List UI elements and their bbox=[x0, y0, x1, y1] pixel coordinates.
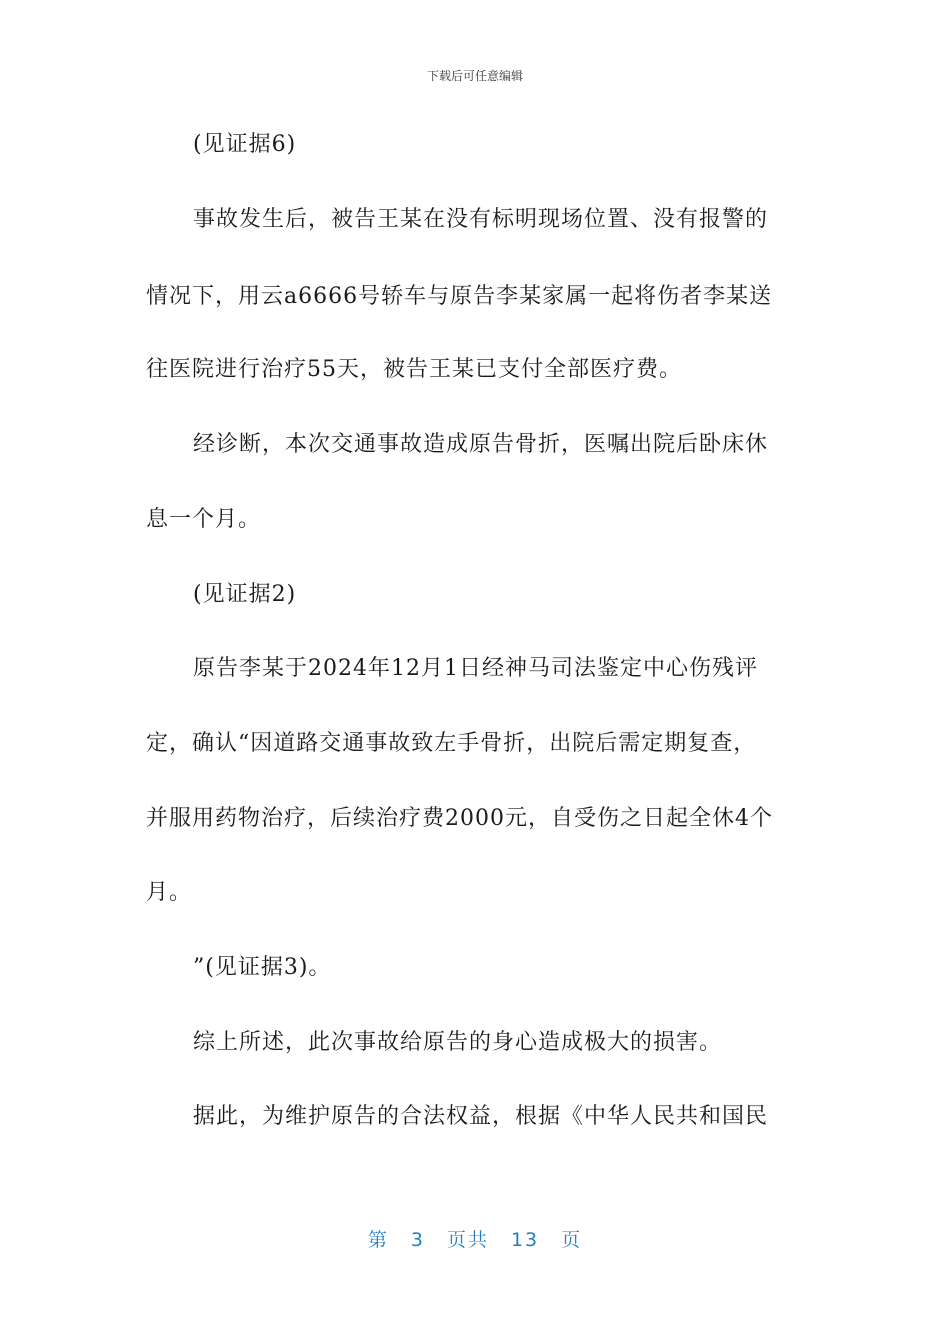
footer-total-label: 页共 bbox=[446, 1229, 489, 1251]
paragraph-line: 往医院进行治疗55天，被告王某已支付全部医疗费。 bbox=[146, 357, 682, 382]
paragraph-line: 月。 bbox=[146, 880, 193, 905]
paragraph-line: 事故发生后，被告王某在没有标明现场位置、没有报警的 bbox=[193, 207, 769, 232]
paragraph-line: (见证据6) bbox=[193, 132, 297, 157]
footer-current-page: 3 bbox=[410, 1229, 425, 1251]
paragraph-line: ”(见证据3)。 bbox=[193, 955, 332, 980]
paragraph-line: 据此，为维护原告的合法权益，根据《中华人民共和国民 bbox=[193, 1104, 769, 1129]
paragraph-line: 综上所述，此次事故给原告的身心造成极大的损害。 bbox=[193, 1030, 723, 1055]
footer-page-label: 第 bbox=[367, 1229, 389, 1251]
page-header: 下载后可任意编辑 bbox=[426, 69, 523, 83]
page-footer bbox=[0, 1225, 950, 1252]
paragraph-line: 并服用药物治疗，后续治疗费2000元，自受伤之日起全休4个 bbox=[146, 806, 773, 831]
paragraph-line: 息一个月。 bbox=[146, 507, 262, 532]
footer-total-pages: 13 bbox=[510, 1229, 540, 1251]
paragraph-line: 经诊断，本次交通事故造成原告骨折，医嘱出院后卧床休 bbox=[193, 432, 769, 457]
footer-end-label: 页 bbox=[561, 1229, 583, 1251]
paragraph-line: 原告李某于2024年12月1日经神马司法鉴定中心伤残评 bbox=[193, 656, 758, 681]
paragraph-line: (见证据2) bbox=[193, 582, 297, 607]
paragraph-line: 情况下，用云a6666号轿车与原告李某家属一起将伤者李某送 bbox=[146, 284, 773, 309]
paragraph-line: 定，确认“因道路交通事故致左手骨折，出院后需定期复查， bbox=[146, 731, 757, 756]
